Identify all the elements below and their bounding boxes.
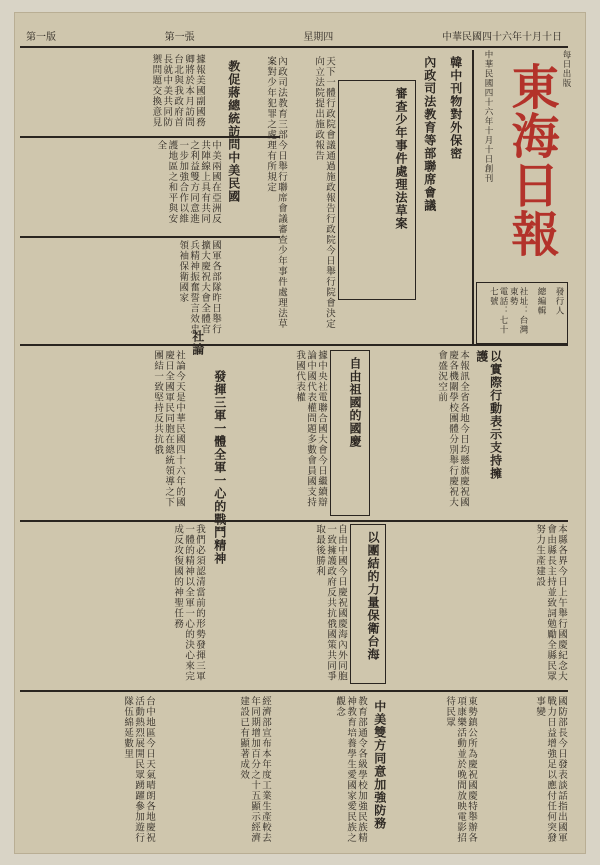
article-text: 據報美國副國務卿將於本月訪問台北與我政府首長就中美共同防禦問題交換意見	[150, 54, 205, 128]
article-text: 國防部長今日發表談話指出國軍戰力日益增強足以應付任何突發事變	[534, 696, 567, 843]
rule	[20, 520, 568, 522]
rule	[20, 136, 280, 138]
publisher-label: 發行人	[554, 287, 564, 316]
newspaper-title: 東海日報	[503, 62, 559, 258]
rule	[20, 690, 568, 692]
headline-box	[350, 524, 386, 684]
editor-label: 總編輯	[536, 287, 546, 316]
headline: 教促蔣總統訪問中美民國	[226, 60, 241, 203]
article-text: 內政司法教育三部今日舉行聯席會議審查少年事件處理法草案對少年犯罪之處理有所規定	[265, 56, 287, 329]
issue-date: 中華民國四十六年十月十日	[441, 31, 562, 43]
publisher-box	[476, 282, 568, 344]
article-text: 中美兩國在亞洲反共陣線上具有共同之利益雙方同意進一步加強合作以維護地區之和平與安全	[155, 140, 221, 224]
editorial-text: 社論今天是中華民國四十六年的國慶日全國軍民同胞在總統領導之下團結一致堅持反共抗俄	[152, 350, 185, 508]
headline: 中美雙方同意加強防務	[372, 700, 387, 830]
rule	[472, 50, 474, 344]
headline: 自由祖國的國慶	[348, 357, 362, 448]
headline: 以團結的力量保衛台海	[366, 531, 380, 661]
masthead-motto: 每日出版	[561, 50, 571, 88]
article-text: 本縣各界今日上午舉行國慶紀念大會由縣長主持並致詞勉勵全縣民眾努力生產建設	[534, 524, 567, 682]
phone-label: 電話：七十七號	[488, 287, 508, 335]
founded-date: 中華民國四十六年十月十日創刊	[483, 50, 493, 183]
headline: 以實際行動表示支持擁護	[474, 350, 503, 480]
article-text: 教育部通令各級學校加強民族精神教育培養學生愛國家愛民族之觀念	[334, 696, 367, 843]
article-text: 據中央社電聯合國大會今日繼續辯論中國代表權問題多數會員國支持我國代表權	[294, 350, 327, 508]
sheet-number: 第一張	[164, 31, 195, 43]
article-text: 東勢鎮公所為慶祝國慶特舉辦各項康樂活動並於晚間放映電影招待民眾	[444, 696, 477, 843]
rule	[20, 344, 568, 346]
headline: 審查少年事件處理法草案	[394, 87, 408, 230]
headline: 發揮三軍一體全軍一心的戰鬥精神	[212, 370, 227, 565]
headline-box	[330, 350, 370, 516]
dateline-bar	[20, 24, 568, 48]
editorial-label: 社論	[190, 330, 205, 356]
article-text: 台中地區今日天氣晴朗各地慶祝活動熱烈展開民眾踴躍參加遊行隊伍綿延數里	[122, 696, 155, 843]
article-text: 經濟部宣布本年度工業生產較去年同期增加百分之十五顯示經濟建設已有顯著成效	[238, 696, 271, 843]
article-text: 本報訊全省各地今日均懸旗慶祝國慶各機關學校團體分別舉行慶祝大會盛況空前	[436, 350, 469, 508]
headline: 內政司法教育等部聯席會議	[422, 56, 437, 212]
editorial-text: 我們必須認清當前的形勢發揮三軍一體的精神以全軍一心的決心來完成反攻復國的神聖任務	[172, 524, 205, 682]
address-label: 社址：台灣東勢	[508, 287, 528, 335]
page-number: 第一版	[26, 31, 56, 43]
masthead	[476, 50, 570, 280]
article-text: 天下一體行政院會議通過施政報告行政院今日舉行院會決定向立法院提出施政報告	[313, 56, 335, 329]
rule	[20, 236, 280, 238]
headline: 韓中刊物對外保密	[448, 56, 463, 160]
article-text: 國軍各部隊昨日舉行擴大慶祝大會全體官兵精神振奮誓言效忠領袖保衛國家	[177, 240, 221, 335]
article-text: 自由中國今日慶祝國慶海內外同胞一致擁護政府反共抗俄國策共同爭取最後勝利	[314, 524, 347, 682]
headline-box	[338, 80, 416, 300]
weekday: 星期四	[303, 31, 334, 43]
